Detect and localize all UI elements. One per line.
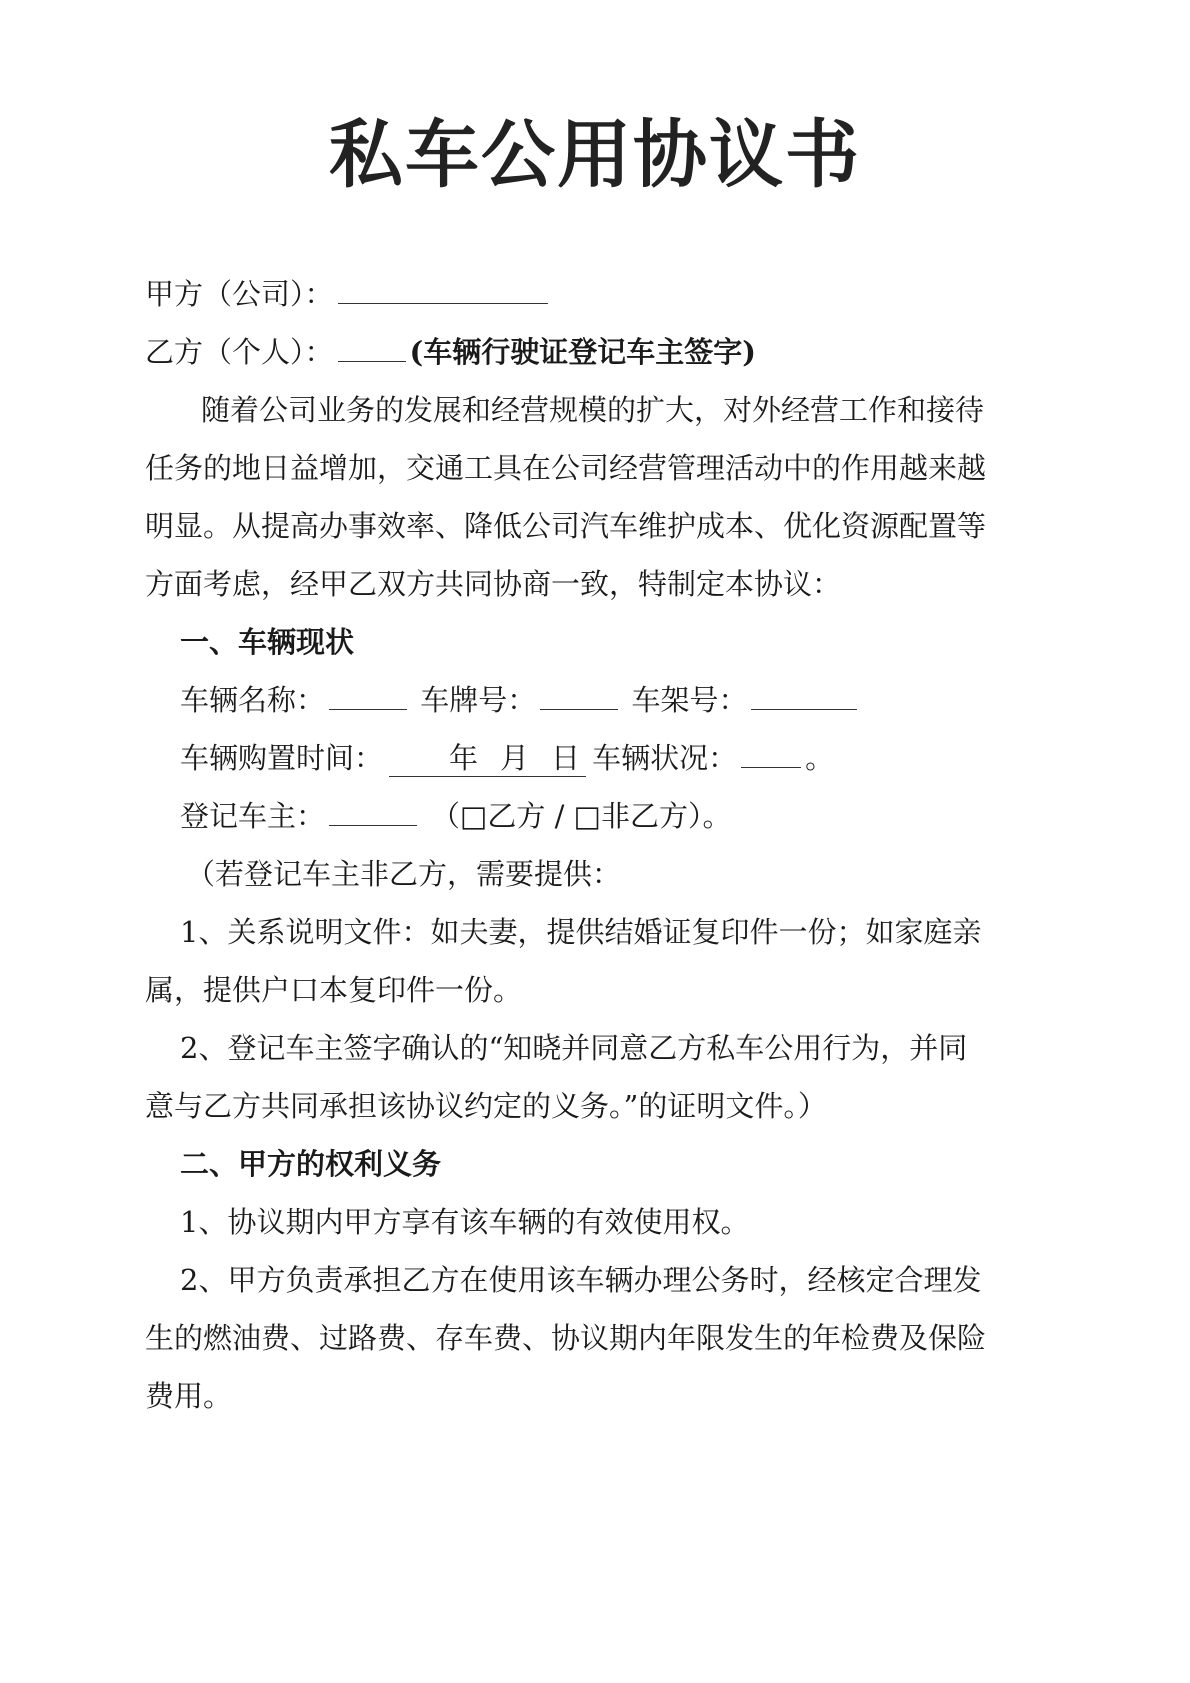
section2-item2-line1: 2、甲方负责承担乙方在使用该车辆办理公务时，经核定合理发 <box>180 1263 982 1297</box>
party-a-label: 甲方（公司）： <box>145 277 334 311</box>
party-b-blank[interactable] <box>338 335 406 362</box>
party-b-note: (车辆行驶证登记车主签字) <box>409 335 756 369</box>
owner-note-item1-line1: 1、关系说明文件：如夫妻，提供结婚证复印件一份；如家庭亲 <box>180 915 982 949</box>
purchase-label: 车辆购置时间： <box>180 741 384 775</box>
owner-note-item2-line2: 意与乙方共同承担该协议约定的义务。”的证明文件。） <box>145 1089 827 1123</box>
party-b-line <box>145 334 756 370</box>
vehicle-name-blank[interactable] <box>329 683 407 710</box>
section2-item2-line3: 费用。 <box>145 1379 233 1413</box>
owner-blank[interactable] <box>329 799 417 826</box>
frame-blank[interactable] <box>751 683 857 710</box>
party-a-blank[interactable] <box>338 277 548 304</box>
intro-line-3: 明显。从提高办事效率、降低公司汽车维护成本、优化资源配置等 <box>145 509 987 543</box>
party-a-line <box>145 276 552 312</box>
condition-blank[interactable] <box>741 741 801 768</box>
owner-note-item1-line2: 属，提供户口本复印件一份。 <box>145 973 523 1007</box>
intro-line-4: 方面考虑，经甲乙双方共同协商一致，特制定本协议： <box>145 567 842 601</box>
purchase-line <box>180 740 834 777</box>
party-b-label: 乙方（个人）： <box>145 335 334 369</box>
owner-note-intro: （若登记车主非乙方，需要提供： <box>186 857 622 891</box>
owner-options[interactable]: （□乙方 / □非乙方）。 <box>431 799 732 833</box>
day-label: 日 <box>551 741 581 775</box>
plate-label: 车牌号： <box>420 683 537 717</box>
section2-item1: 1、协议期内甲方享有该车辆的有效使用权。 <box>180 1205 750 1239</box>
intro-line-1: 随着公司业务的发展和经营规模的扩大，对外经营工作和接待 <box>201 393 985 427</box>
section2-heading: 二、甲方的权利义务 <box>180 1147 442 1181</box>
intro-line-2: 任务的地日益增加，交通工具在公司经营管理活动中的作用越来越 <box>145 451 987 485</box>
owner-note-item2-line1: 2、登记车主签字确认的“知晓并同意乙方私车公用行为，并同 <box>180 1031 968 1065</box>
vehicle-name-label: 车辆名称： <box>180 683 326 717</box>
frame-label: 车架号： <box>631 683 748 717</box>
month-label: 月 <box>500 741 530 775</box>
document-title: 私车公用协议书 <box>329 112 861 198</box>
year-label: 年 <box>449 741 479 775</box>
condition-label: 车辆状况： <box>592 741 738 775</box>
plate-blank[interactable] <box>540 683 618 710</box>
section1-heading: 一、车辆现状 <box>180 625 355 659</box>
owner-label: 登记车主： <box>180 799 326 833</box>
owner-line <box>180 798 732 834</box>
purchase-date-blank[interactable] <box>389 740 586 777</box>
section2-item2-line2: 生的燃油费、过路费、存车费、协议期内年限发生的年检费及保险 <box>145 1321 987 1355</box>
vehicle-info-line <box>180 682 861 718</box>
condition-end: 。 <box>805 741 835 775</box>
